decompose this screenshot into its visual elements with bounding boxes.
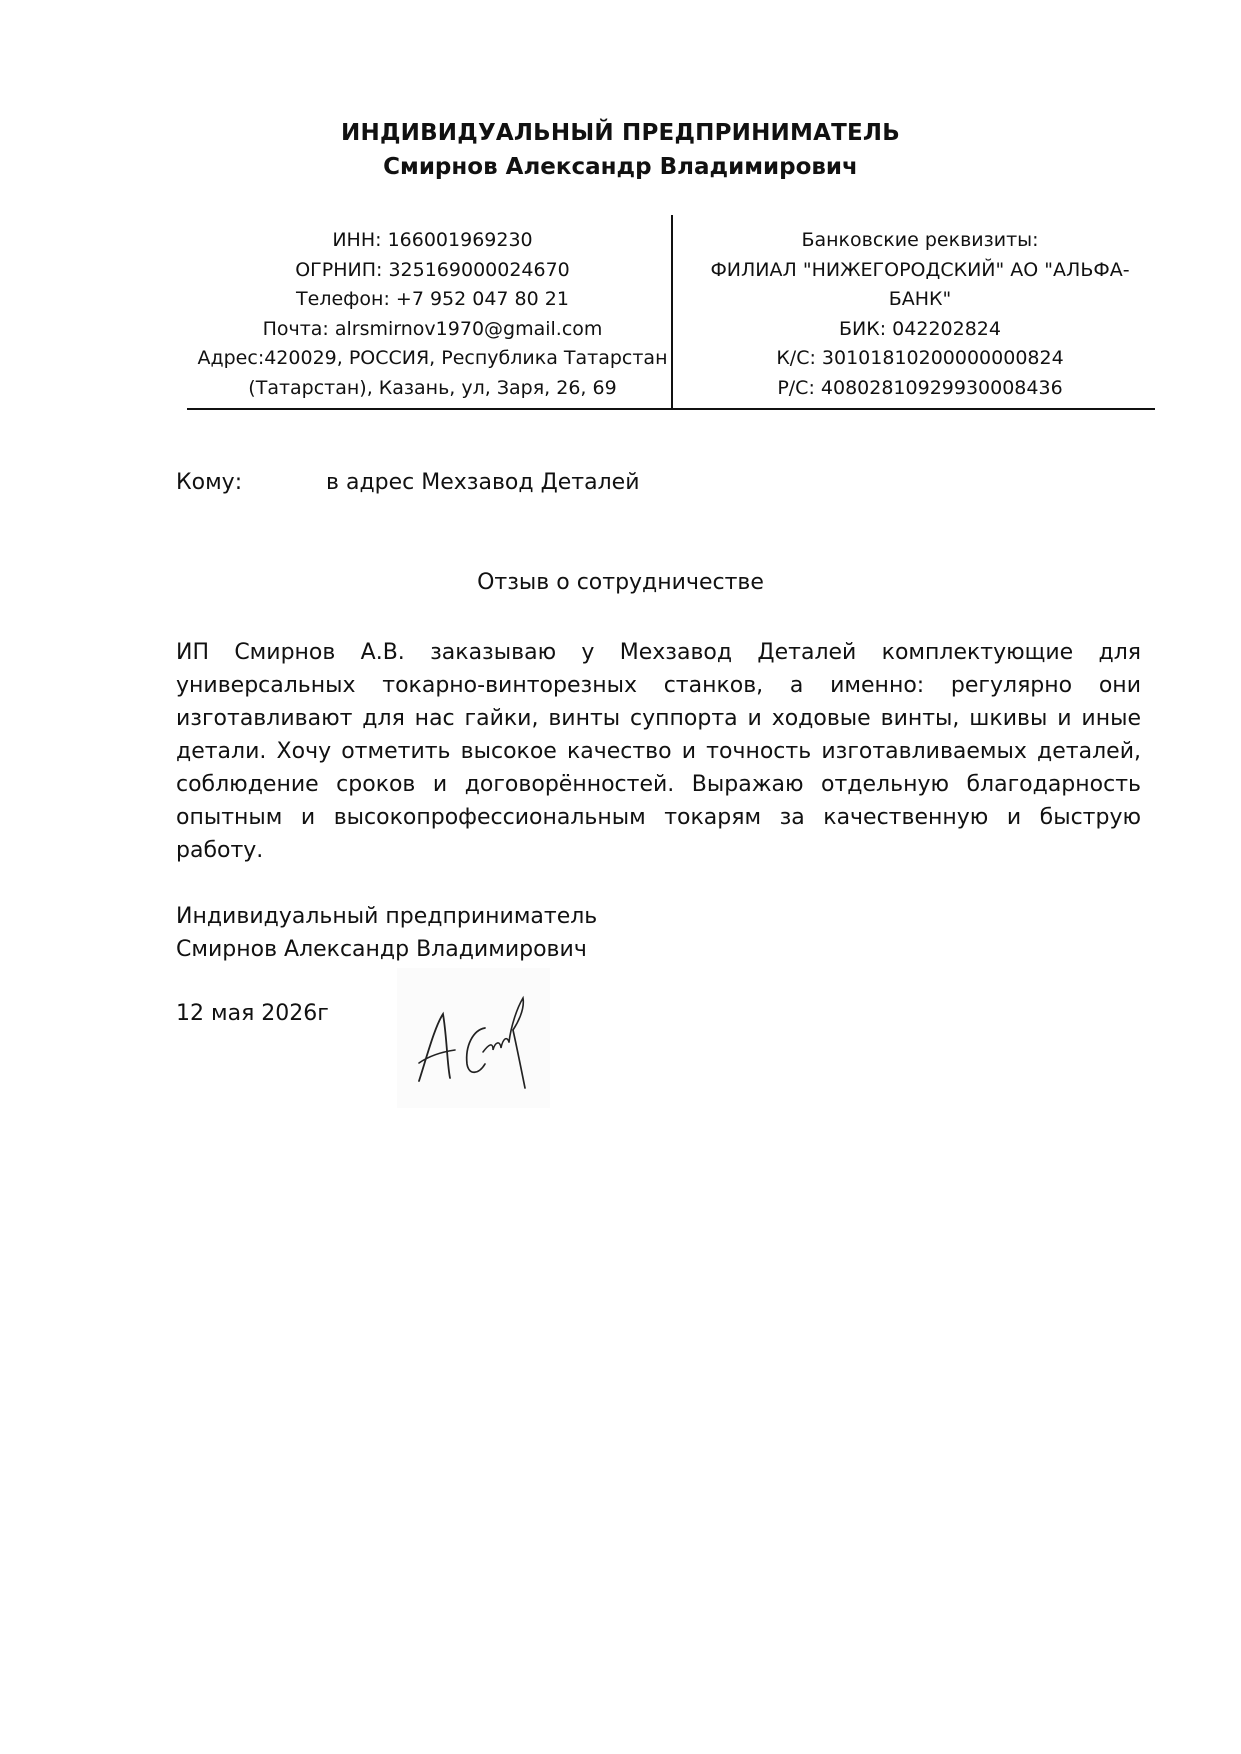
- inn-line: ИНН: 166001969230: [332, 229, 533, 251]
- handwritten-signature: [397, 968, 550, 1108]
- phone-line: Телефон: +7 952 047 80 21: [296, 288, 569, 310]
- bank-name-line-2: БАНК": [888, 288, 952, 310]
- recipient-label: Кому:: [176, 470, 243, 495]
- ogrnip-line: ОГРНИП: 325169000024670: [295, 258, 570, 281]
- letterhead-name: Смирнов Александр Владимирович: [383, 154, 858, 180]
- signatory-title: Индивидуальный предприниматель: [176, 904, 598, 929]
- letter-body: ИП Смирнов А.В. заказываю у Мехзавод Деталей комплектующие для универсальных токарно-винторезных станков, а именно: регулярно они изготавливают для нас гайки, винты суппорта и ходовые винты, шкивы и иные детали. Хочу отметить высокое качество и точность изготавливаемых деталей, соблюдение сроков и договорённостей. Выражаю отдельную благодарность опытным и высокопрофессиональным токарям за качественную и быструю работу.: [176, 640, 1141, 863]
- signatory-name: Смирнов Александр Владимирович: [176, 937, 587, 962]
- rs-line: Р/С: 40802810929930008436: [777, 376, 1063, 399]
- bank-heading: Банковские реквизиты:: [801, 229, 1039, 251]
- requisites-divider-vertical: [671, 215, 673, 408]
- requisites-left: [190, 226, 675, 403]
- bik-line: БИК: 042202824: [839, 317, 1001, 340]
- letter-date: 12 мая 2026г: [176, 1001, 329, 1026]
- ks-line: К/С: 30101810200000000824: [776, 347, 1064, 369]
- address-line-1: Адрес:420029, РОССИЯ, Республика Татарстан: [197, 347, 668, 369]
- letterhead-title: ИНДИВИДУАЛЬНЫЙ ПРЕДПРИНИМАТЕЛЬ: [341, 120, 900, 146]
- requisites-right: [680, 226, 1160, 403]
- email-line: Почта: alrsmirnov1970@gmail.com: [262, 317, 603, 340]
- letterhead-divider-horizontal: [187, 408, 1155, 410]
- letter-subject: Отзыв о сотрудничестве: [477, 570, 764, 595]
- recipient-value: в адрес Мехзавод Деталей: [326, 470, 640, 495]
- address-line-2: (Татарстан), Казань, ул, Заря, 26, 69: [248, 376, 617, 399]
- bank-name-line-1: ФИЛИАЛ "НИЖЕГОРОДСКИЙ" АО "АЛЬФА-: [710, 258, 1130, 281]
